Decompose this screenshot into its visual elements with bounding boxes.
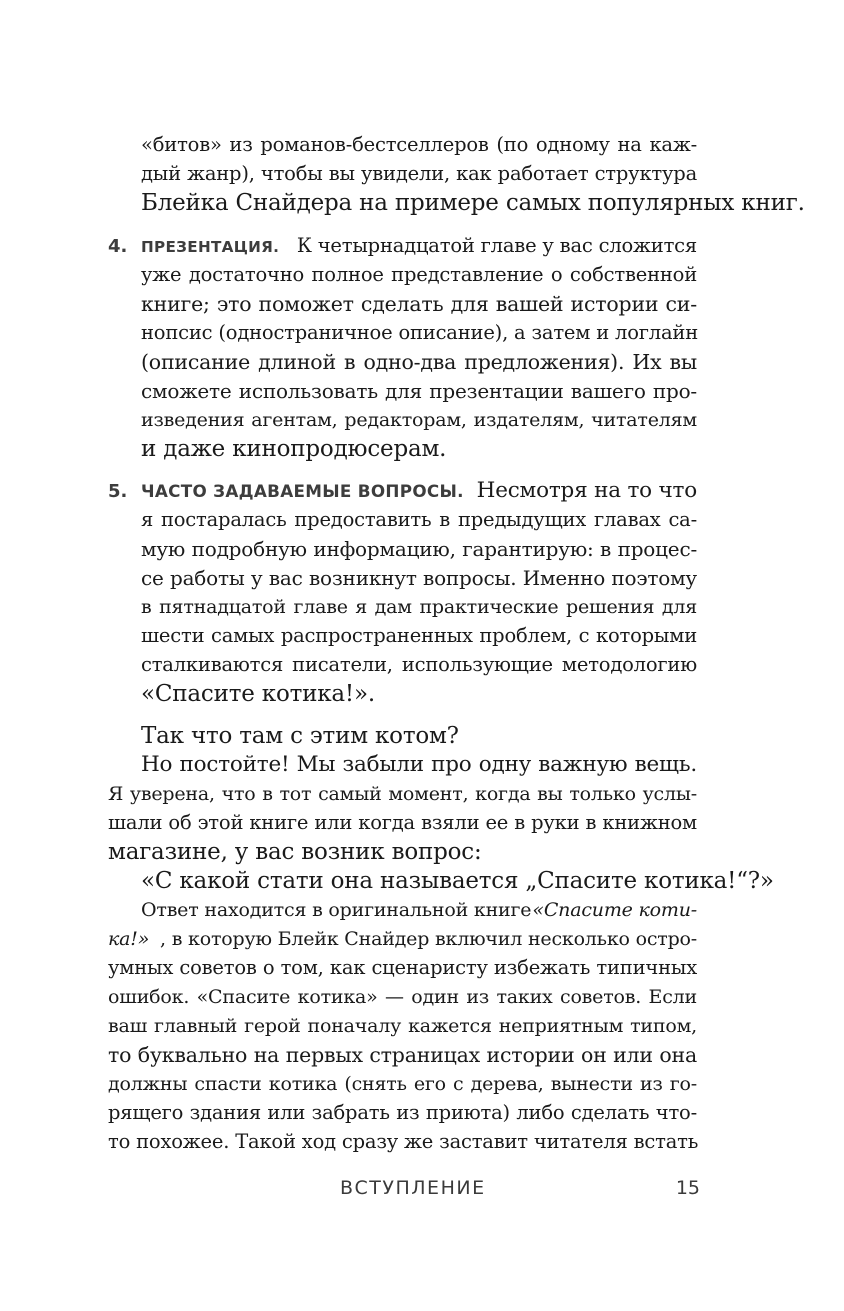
text-fragment: Ответ находится в оригинальной книге <box>141 899 532 921</box>
text-line: книге; это поможет сделать для вашей истории си- <box>141 292 697 316</box>
text-fragment: , в которую Блейк Снайдер включил несколько остро- <box>160 928 697 950</box>
list-item-first-line <box>141 232 697 261</box>
text-line: Но постойте! Мы забыли про одну важную вещь. <box>141 752 697 777</box>
text-fragment: К четырнадцатой главе у вас сложится <box>296 234 697 257</box>
text-line: ошибок. «Спасите котика» — один из таких советов. Если <box>108 986 697 1008</box>
text-line: (описание длиной в одно-два предложения). Их вы <box>141 350 697 374</box>
book-title-italic: ка!» <box>108 928 150 950</box>
text-line: то буквально на первых страницах истории он или она <box>108 1043 697 1067</box>
text-line: дый жанр), чтобы вы увидели, как работает структура <box>141 162 697 185</box>
list-item-first-line <box>141 477 697 505</box>
text-line: уже достаточно полное представление о собственной <box>141 263 697 286</box>
text-line: се работы у вас возникнут вопросы. Именно поэтому <box>141 566 697 590</box>
text-line: «битов» из романов-бестселлеров (по одному на каж- <box>141 133 697 156</box>
list-number: 4. <box>108 236 128 257</box>
text-line <box>141 896 697 924</box>
text-line: магазине, у вас возник вопрос: <box>108 839 482 865</box>
text-line: я постаралась предоставить в предыдущих главах са- <box>141 508 697 531</box>
text-line: должны спасти котика (снять его с дерева, вынести из го- <box>108 1073 697 1095</box>
section-heading: ЧАСТО ЗАДАВАЕМЫЕ ВОПРОСЫ. <box>141 481 464 501</box>
text-line: мую подробную информацию, гарантирую: в процес- <box>141 537 697 561</box>
text-line: шести самых распространенных проблем, с которыми <box>141 624 697 647</box>
text-line: Я уверена, что в тот самый момент, когда вы только услы- <box>108 783 697 805</box>
text-line: рящего здания или забрать из приюта) либо сделать что- <box>108 1101 697 1124</box>
text-line: и даже кинопродюсерам. <box>141 436 447 462</box>
text-line: то похожее. Такой ход сразу же заставит читателя встать <box>108 1130 699 1153</box>
text-line: умных советов о том, как сценаристу избежать типичных <box>108 956 697 979</box>
text-line <box>108 925 697 953</box>
text-line: сможете использовать для презентации вашего про- <box>141 379 697 403</box>
list-number: 5. <box>108 481 128 502</box>
page-number: 15 <box>675 1177 700 1199</box>
text-line: «Спасите котика!». <box>141 681 375 707</box>
text-line: изведения агентам, редакторам, издателям, читателям <box>141 409 697 431</box>
text-fragment: Несмотря на то что <box>476 478 697 503</box>
text-line: Блейка Снайдера на примере самых популярных книг. <box>141 190 805 216</box>
text-line: «С какой стати она называется „Спасите котика!“?» <box>141 868 774 894</box>
text-line: нопсис (одностраничное описание), а затем и логлайн <box>141 321 698 344</box>
running-footer-title: ВСТУПЛЕНИЕ <box>340 1177 486 1199</box>
text-line: шали об этой книге или когда взяли ее в руки в книжном <box>108 811 697 834</box>
section-heading: ПРЕЗЕНТАЦИЯ. <box>141 238 280 256</box>
text-line: сталкиваются писатели, использующие методологию <box>141 653 697 676</box>
text-line: в пятнадцатой главе я дам практические решения для <box>141 596 697 618</box>
text-line: ваш главный герой поначалу кажется неприятным типом, <box>108 1015 697 1037</box>
text-line: Так что там с этим котом? <box>141 723 459 749</box>
book-title-italic: «Спасите коти- <box>532 899 697 921</box>
